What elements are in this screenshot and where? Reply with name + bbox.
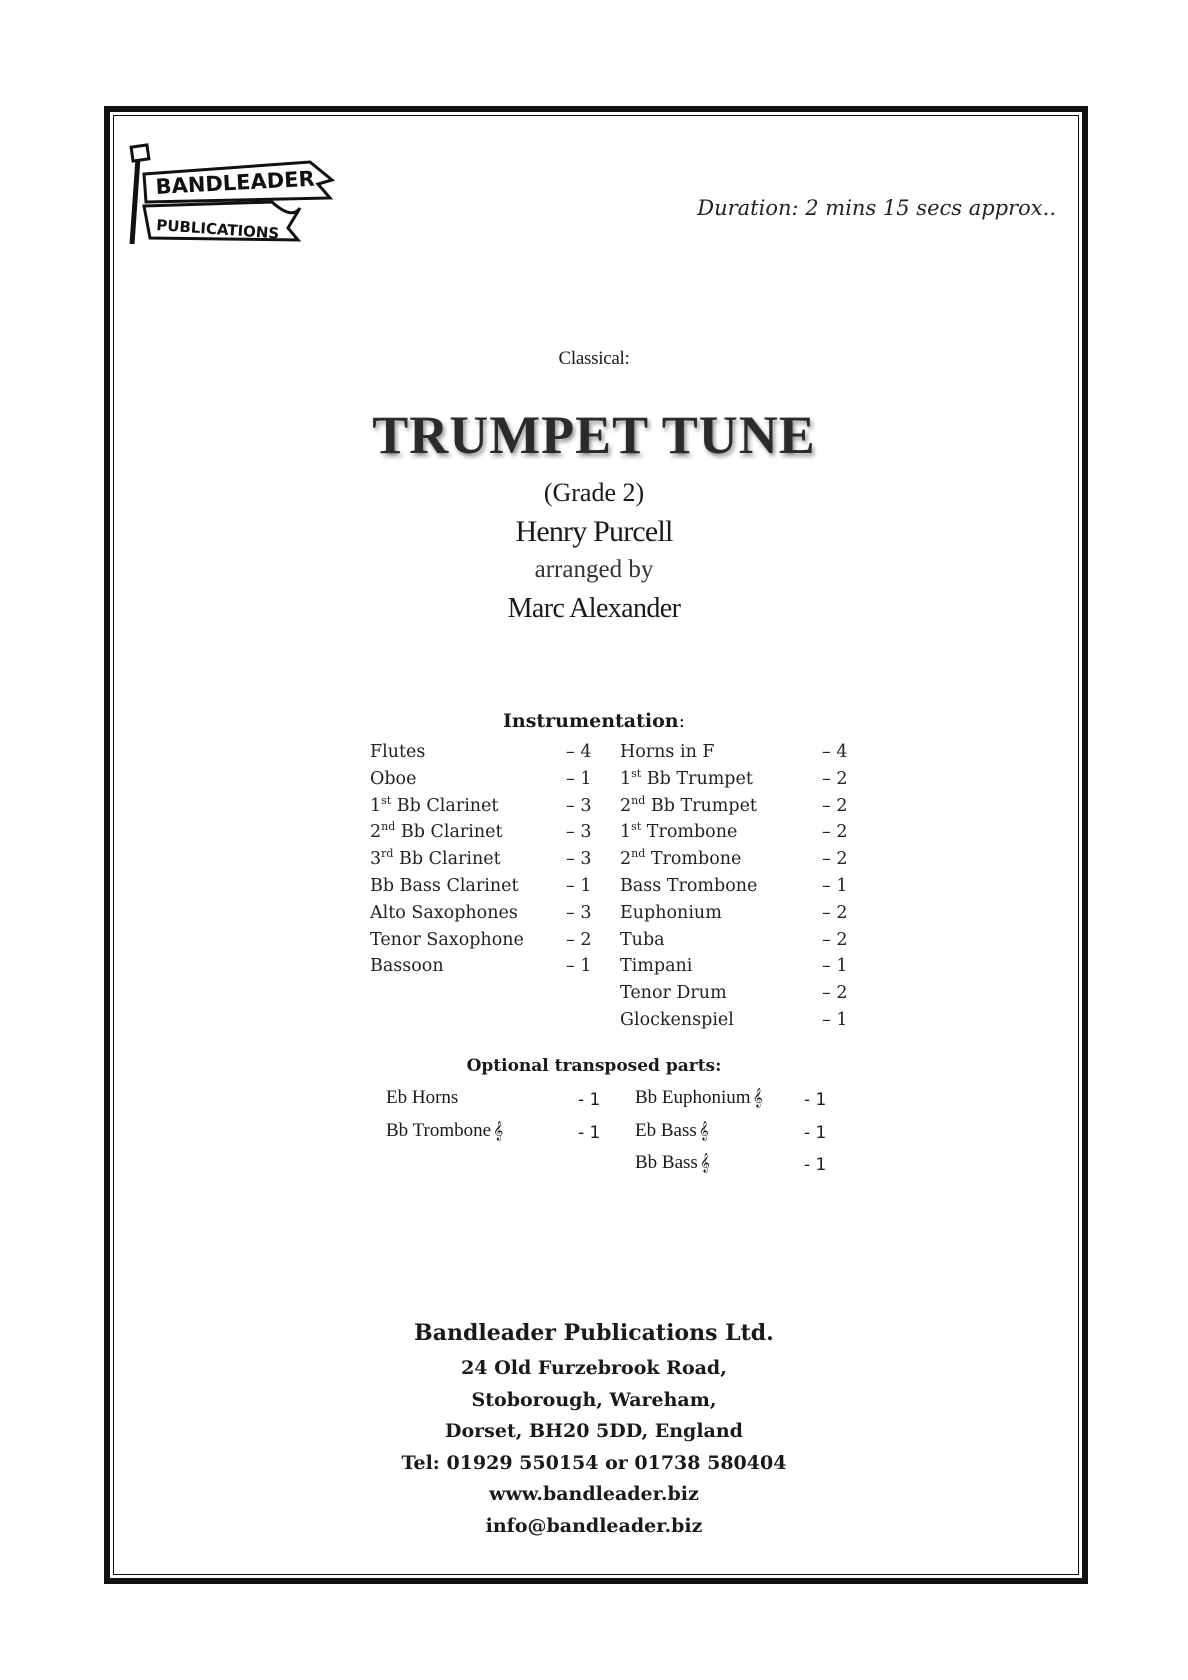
instrument-count: – 2	[822, 902, 848, 923]
instrumentation-heading: Instrumentation:	[503, 710, 685, 732]
instrument-row	[620, 983, 850, 1009]
treble-clef-icon: 𝄞	[699, 1153, 710, 1172]
optional-part-row	[635, 1120, 709, 1142]
instrument-name: Tenor Saxophone	[370, 929, 524, 950]
bandleader-logo	[122, 136, 372, 248]
instrument-count: – 1	[822, 1010, 848, 1030]
instrument-name: 2nd Bb Trumpet	[620, 793, 757, 816]
composer-name: Henry Purcell	[515, 515, 673, 548]
optional-part-name: Bb Trombone	[386, 1119, 492, 1141]
instrument-count: – 4	[566, 742, 592, 762]
instrument-count: – 4	[822, 742, 848, 762]
instrument-name: 1st Bb Clarinet	[370, 793, 499, 816]
instrument-count: – 2	[822, 929, 848, 950]
instrument-row	[620, 956, 850, 982]
instrument-count: – 2	[822, 849, 848, 870]
logo-line2: PUBLICATIONS	[155, 216, 280, 243]
instrument-row	[370, 903, 600, 929]
instrument-name: Tuba	[620, 929, 665, 950]
instrument-row	[620, 742, 850, 768]
instrument-count: – 3	[566, 902, 592, 923]
instrument-name: 1st Bb Trumpet	[620, 766, 753, 789]
optional-part-count: - 1	[578, 1090, 601, 1110]
publisher-address-line: info@bandleader.biz	[485, 1514, 703, 1537]
publisher-address-line: Dorset, BH20 5DD, England	[445, 1420, 743, 1442]
optional-part-name: Eb Bass	[635, 1119, 697, 1141]
category-label: Classical:	[558, 348, 630, 369]
instrument-row	[370, 930, 600, 956]
publisher-address-line: Tel: 01929 550154 or 01738 580404	[401, 1451, 787, 1474]
optional-part-count: - 1	[804, 1122, 827, 1143]
publisher-address-line: Stoborough, Wareham,	[471, 1388, 717, 1411]
publisher-address-line: www.bandleader.biz	[489, 1483, 699, 1505]
instrument-count: – 2	[822, 822, 848, 843]
instrument-name: 3rd Bb Clarinet	[370, 847, 501, 870]
grade-label: (Grade 2)	[543, 478, 645, 507]
arranged-by-label: arranged by	[534, 556, 654, 583]
instrument-row	[620, 793, 850, 822]
optional-part-count: - 1	[578, 1122, 601, 1143]
instrument-row	[370, 742, 600, 768]
optional-part-name: Eb Horns	[386, 1087, 459, 1108]
instrument-count: – 2	[822, 768, 848, 789]
instrument-count: – 2	[566, 929, 592, 950]
optional-parts-heading: Optional transposed parts:	[466, 1056, 722, 1076]
treble-clef-icon: 𝄞	[752, 1088, 763, 1107]
treble-clef-icon: 𝄞	[493, 1120, 504, 1140]
logo-line1: BANDLEADER	[155, 166, 316, 199]
instrument-name: Horns in F	[620, 742, 715, 762]
instrument-row	[370, 769, 600, 795]
instrument-count: – 3	[566, 849, 592, 870]
optional-part-row	[386, 1087, 458, 1109]
instrument-count: – 3	[566, 822, 592, 843]
instrument-row	[620, 930, 850, 956]
instrument-name: Flutes	[370, 742, 426, 762]
instrument-name: Oboe	[370, 768, 417, 789]
optional-part-name: Bb Euphonium	[635, 1087, 751, 1108]
instrument-row	[620, 822, 850, 848]
instrument-count: – 1	[566, 956, 592, 977]
instrument-count: – 1	[566, 876, 592, 896]
instrument-row	[620, 849, 850, 875]
instrument-row	[620, 903, 850, 929]
optional-part-count: - 1	[804, 1155, 827, 1175]
instrument-row	[370, 956, 600, 982]
duration-text: Duration: 2 mins 15 secs approx..	[697, 196, 1056, 220]
instrument-count: – 3	[566, 795, 592, 816]
optional-part-row	[386, 1120, 503, 1142]
instrument-row	[620, 1010, 850, 1036]
instrument-row	[370, 849, 600, 875]
instrument-row	[370, 876, 600, 902]
publisher-name: Bandleader Publications Ltd.	[414, 1320, 774, 1346]
instrument-count: – 2	[822, 983, 848, 1004]
instrument-name: Glockenspiel	[620, 1010, 734, 1030]
instrument-count: – 1	[566, 768, 592, 789]
instrument-name: 1st Trombone	[620, 820, 738, 843]
optional-part-row	[635, 1087, 763, 1109]
instrument-name: Euphonium	[620, 902, 722, 923]
instrument-name: Bb Bass Clarinet	[370, 876, 519, 896]
publisher-address-line: 24 Old Furzebrook Road,	[461, 1357, 727, 1379]
instrument-name: Timpani	[620, 956, 693, 977]
instrument-count: – 1	[822, 876, 848, 896]
instrument-name: Bass Trombone	[620, 876, 758, 896]
instrument-name: Tenor Drum	[620, 983, 727, 1004]
instrument-count: – 2	[822, 795, 848, 816]
treble-clef-icon: 𝄞	[698, 1120, 709, 1140]
instrument-name: 2nd Bb Clarinet	[370, 820, 503, 843]
piece-title: TRUMPET TUNE	[372, 405, 816, 465]
optional-part-name: Bb Bass	[635, 1152, 698, 1173]
instrument-count: – 1	[822, 956, 848, 977]
instrument-name: Bassoon	[370, 956, 444, 977]
instrument-name: Alto Saxophones	[370, 902, 518, 923]
instrument-name: 2nd Trombone	[620, 847, 742, 870]
arranger-name: Marc Alexander	[507, 593, 681, 624]
instrument-row	[370, 793, 600, 822]
optional-part-count: - 1	[804, 1090, 827, 1110]
optional-part-row	[635, 1152, 710, 1174]
instrument-row	[620, 876, 850, 902]
instrument-row	[370, 822, 600, 848]
instrument-row	[620, 766, 850, 795]
